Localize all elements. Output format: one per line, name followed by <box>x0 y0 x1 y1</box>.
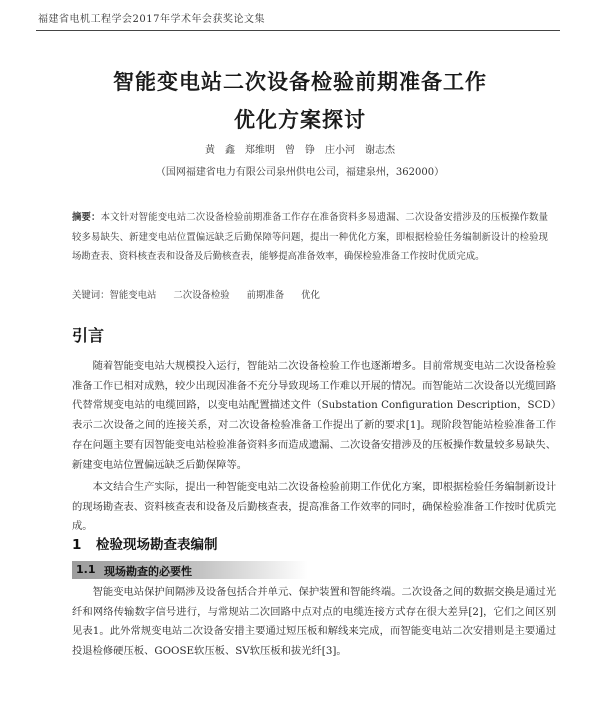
section-title: 检验现场勘查表编制 <box>96 537 218 553</box>
abstract-label: 摘要： <box>72 212 101 223</box>
keyword-item: 智能变电站 <box>109 290 157 301</box>
paper-title-line1: 智能变电站二次设备检验前期准备工作 <box>113 70 487 94</box>
keywords <box>72 287 548 301</box>
keyword-item: 二次设备检验 <box>173 290 230 301</box>
abstract <box>72 208 548 267</box>
paper-title-line2: 优化方案探讨 <box>234 108 366 132</box>
section-number: 1 <box>72 537 82 553</box>
intro-heading: 引言 <box>72 326 105 345</box>
section1-paragraph-1: 智能变电站保护间隔涉及设备包括合并单元、保护装置和智能终端。二次设备之间的数据交换是通过光纤和网络传输数字信号进行，与常规站二次回路中点对点的电缆连接方式存在很大差异[2]，它们之间区别见表1。此外常规变电站二次设备安措主要通过短压板和解线来完成，而智能变电站二次安措则是主要通过投退检修硬压板、GOOSE软压板、SV软压板和拔光纤[3]。 <box>72 586 556 658</box>
abstract-text: 本文针对智能变电站二次设备检验前期准备工作存在准备资料多易遗漏、二次设备安措涉及的压板操作数量较多易缺失、新建变电站位置偏远缺乏后勤保障等问题，提出一种优化方案，即根据检验任务编制新设计的检验现场勘查表、资料核查表和设备及后勤核查表，能够提高准备效率，确保检验准备工作按时优质完成。 <box>72 212 548 262</box>
subsection-title: 现场勘查的必要性 <box>104 565 192 578</box>
intro-paragraph-2: 本文结合生产实际，提出一种智能变电站二次设备检验前期工作优化方案，即根据检验任务编制新设计的现场勘查表、资料核查表和设备及后勤核查表，提高准备工作效率的同时，确保检验准备工作按时优质完成。 <box>72 481 556 533</box>
keyword-item: 优化 <box>301 290 320 301</box>
intro-paragraph-1: 随着智能变电站大规模投入运行，智能站二次设备检验工作也逐渐增多。目前常规变电站二次设备检验准备工作已相对成熟，较少出现因准备不充分导致现场工作难以开展的情况。而智能站二次设备以光缆回路代替常规变电站的电缆回路，以变电站配置描述文件（Substation Configuration Description，SCD）表示二次设备之间的连接关系，对二次设备检验准备工作提出了新的要求[1]。现阶段智能站检验准备工作存在问题主要有因智能变电站检验准备资料多而造成遗漏、二次设备安措涉及的压板操作数量较多易缺失、新建变电站位置偏远缺乏后勤保障等。 <box>72 360 556 471</box>
affiliation: （国网福建省电力有限公司泉州供电公司，福建泉州，362000） <box>155 167 445 178</box>
running-head: 福建省电机工程学会2017年学术年会获奖论文集 <box>38 14 265 25</box>
section-heading <box>72 533 218 553</box>
author-list: 黄 鑫 郑维明 曾 铮 庄小河 谢志杰 <box>205 145 395 156</box>
header-rule <box>36 30 560 31</box>
subsection-number: 1.1 <box>76 563 96 576</box>
keywords-label: 关键词： <box>72 290 110 301</box>
subsection-heading <box>72 561 308 579</box>
keyword-item: 前期准备 <box>246 290 285 301</box>
